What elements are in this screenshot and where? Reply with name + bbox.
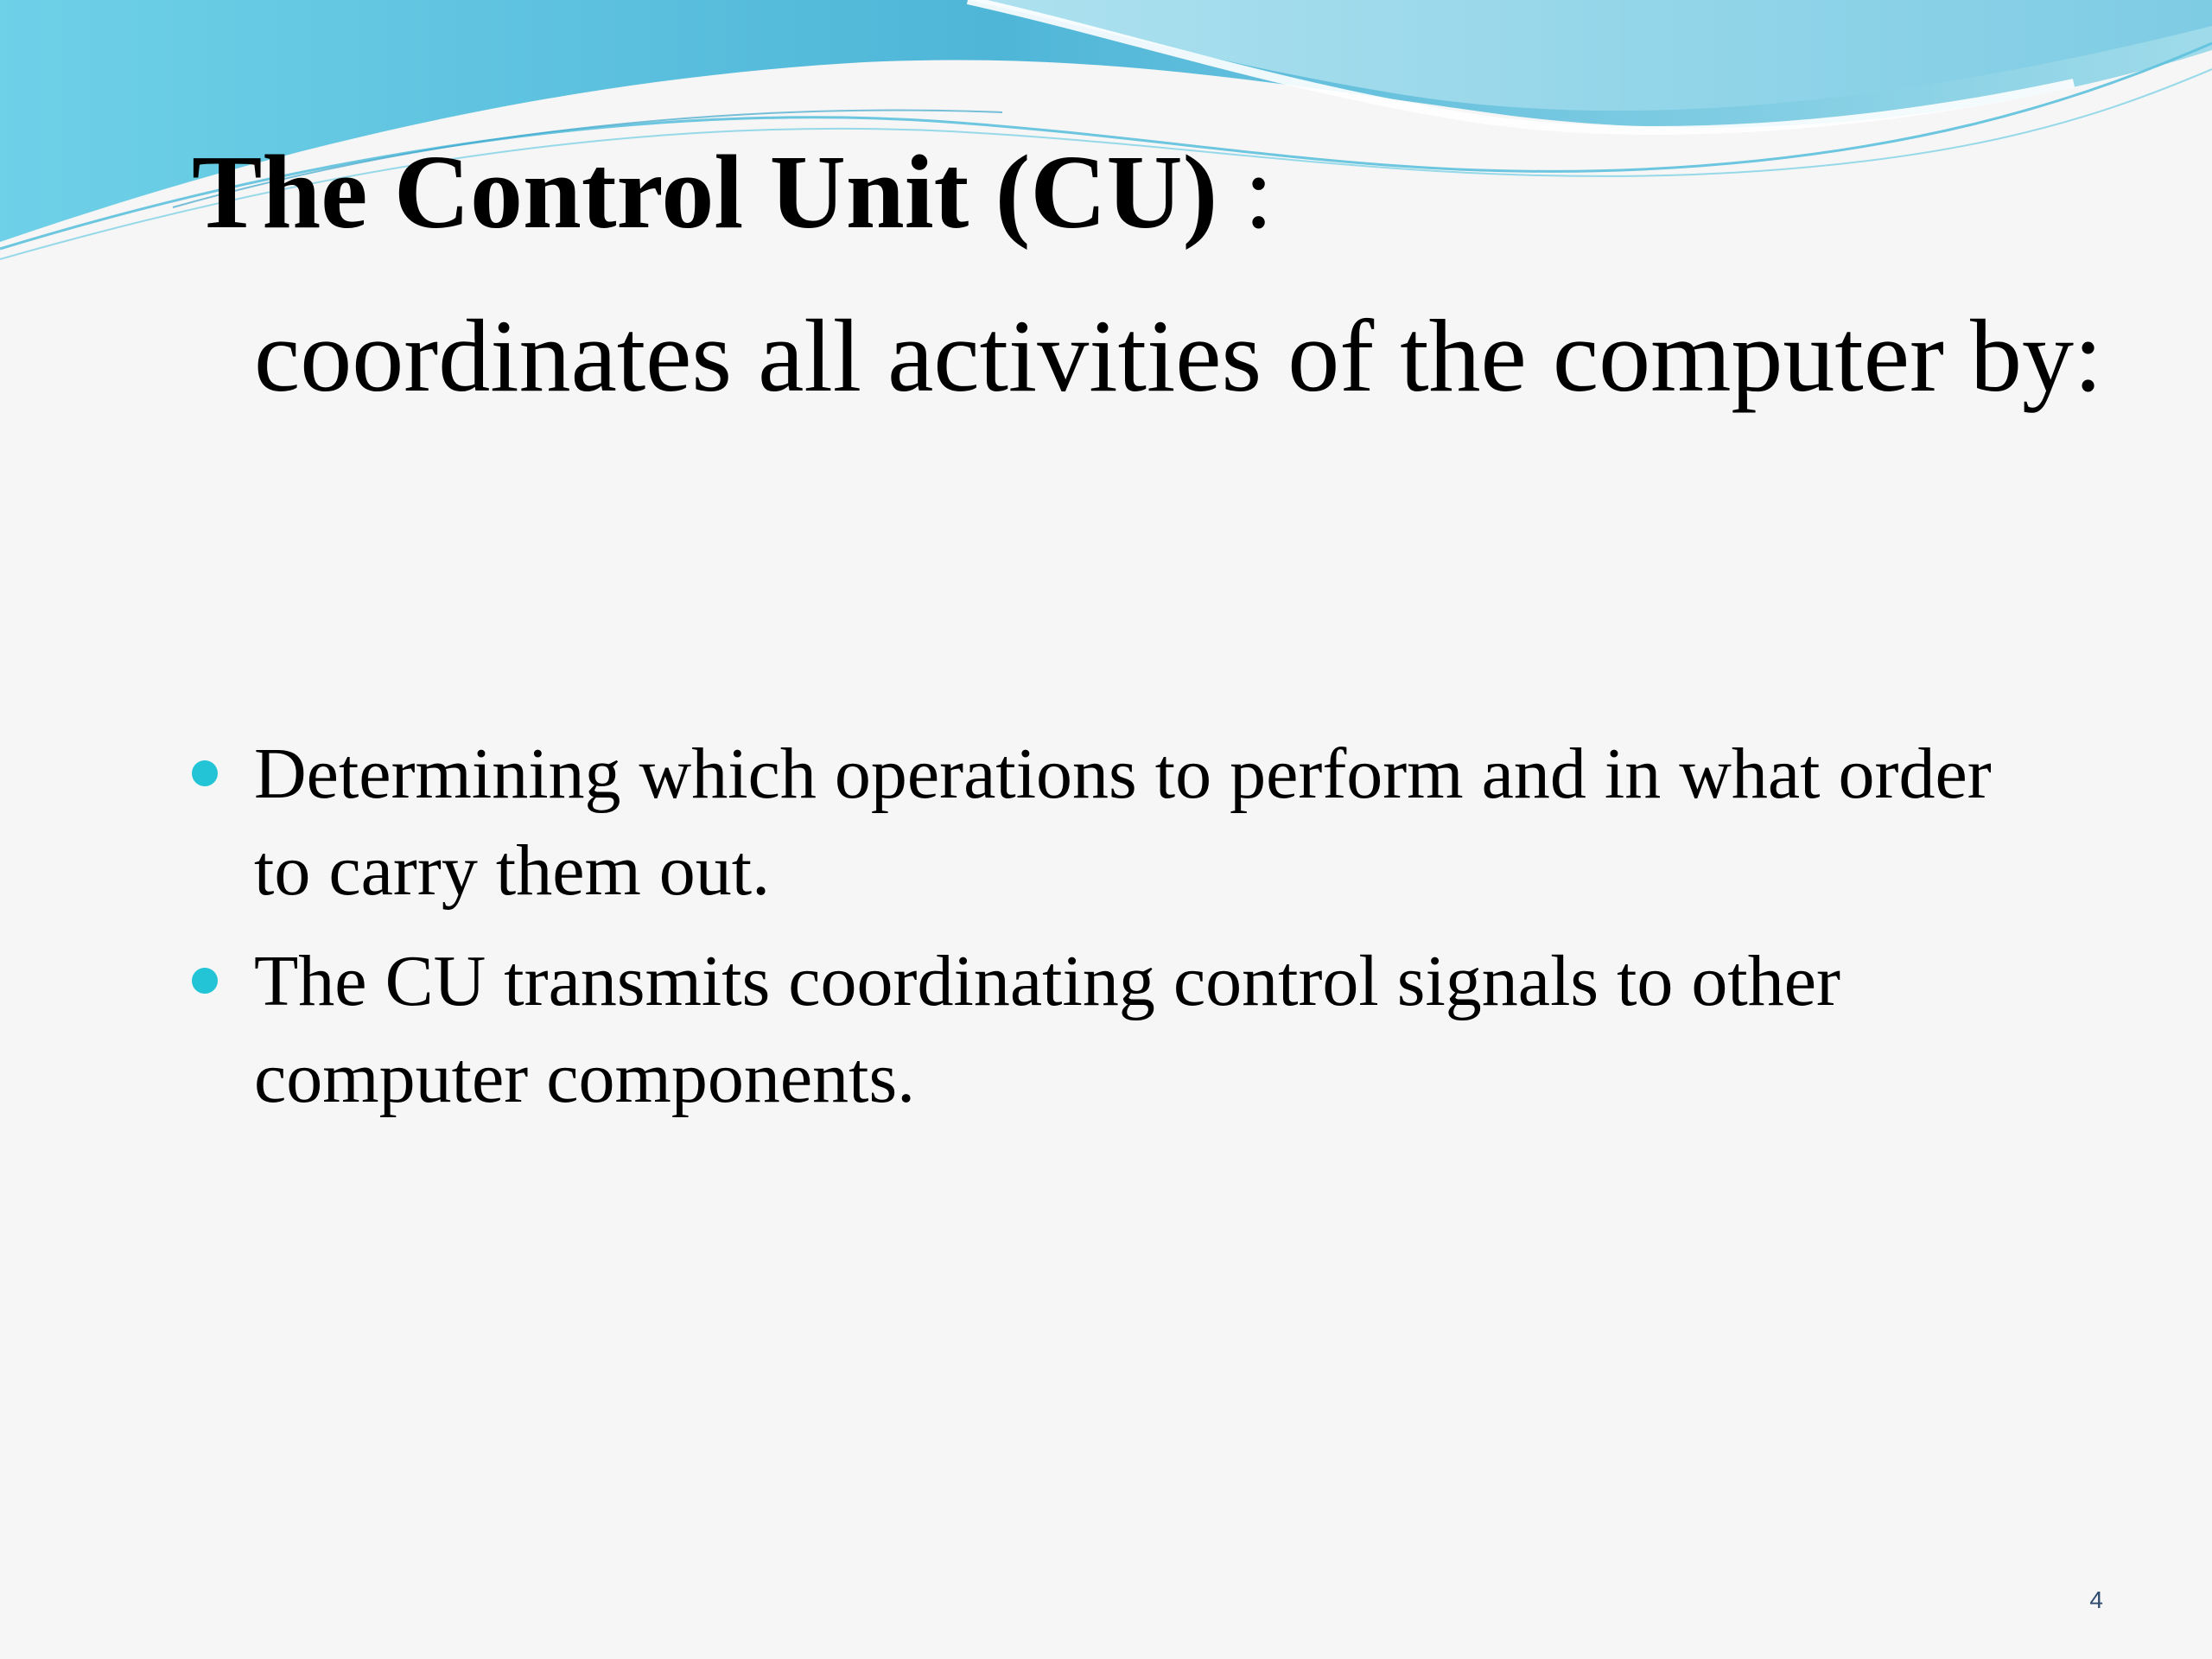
bullet-item (254, 933, 2034, 1127)
bullet-list (254, 726, 2034, 1141)
bullet-dot-icon (192, 760, 218, 786)
page-number: 4 (2089, 1586, 2103, 1613)
bullet-item (254, 726, 2034, 919)
bullet-text: Determining which operations to perform and in what order to carry them out. (254, 734, 1992, 911)
slide-title (192, 128, 1274, 257)
bullet-text: The CU transmits coordinating control signals to other computer components. (254, 941, 1841, 1118)
slide-title-colon: : (1217, 134, 1274, 251)
slide-title-bold: The Control Unit (CU) (192, 134, 1218, 251)
bullet-dot-icon (192, 968, 218, 994)
intro-text: coordinates all activities of the computer by: (254, 298, 2103, 413)
